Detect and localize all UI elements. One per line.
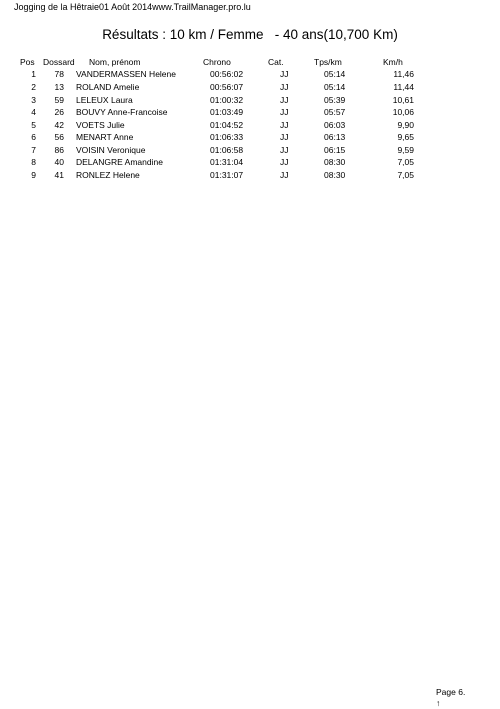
cell-dossard: 41 xyxy=(54,169,64,180)
cell-pos: 6 xyxy=(31,132,36,142)
cell-cat: JJ xyxy=(280,132,289,142)
cell-dossard: 26 xyxy=(54,107,64,117)
cell-nom: DELANGRE Amandine xyxy=(76,157,163,167)
col-header-cat: Cat. xyxy=(268,57,284,67)
cell-cat: JJ xyxy=(280,157,289,167)
title-sub: - 40 ans(10,700 Km) xyxy=(274,27,398,42)
table-row xyxy=(0,156,500,168)
cell-tps: 08:30 xyxy=(324,157,346,167)
cell-tps: 05:39 xyxy=(324,94,346,105)
cell-kmh: 9,59 xyxy=(397,144,414,155)
cell-dossard: 56 xyxy=(54,132,64,142)
cell-nom: VANDERMASSEN Helene xyxy=(76,69,176,79)
cell-chrono: 01:06:58 xyxy=(210,144,244,155)
table-row xyxy=(0,131,500,143)
cell-chrono: 00:56:07 xyxy=(210,82,244,92)
page-title xyxy=(0,27,500,42)
col-header-pos: Pos xyxy=(20,57,35,67)
cell-chrono: 00:56:02 xyxy=(210,69,244,79)
cell-nom: LELEUX Laura xyxy=(76,94,133,105)
table-header xyxy=(0,56,500,68)
cell-nom: RONLEZ Helene xyxy=(76,169,140,180)
cell-cat: JJ xyxy=(280,94,289,105)
cell-kmh: 11,46 xyxy=(393,69,414,79)
table-row xyxy=(0,94,500,106)
cell-kmh: 10,06 xyxy=(392,107,414,117)
cell-tps: 05:14 xyxy=(324,82,346,92)
table-row xyxy=(0,169,500,181)
cell-chrono: 01:31:04 xyxy=(210,157,244,167)
up-arrow-icon: ↑ xyxy=(436,698,441,708)
cell-pos: 8 xyxy=(31,157,36,167)
cell-nom: VOETS Julie xyxy=(76,119,125,130)
col-header-tps: Tps/km xyxy=(314,57,342,67)
cell-kmh: 7,05 xyxy=(397,169,414,180)
cell-kmh: 9,65 xyxy=(397,132,414,142)
cell-cat: JJ xyxy=(280,119,289,130)
cell-dossard: 13 xyxy=(54,82,64,92)
cell-chrono: 01:04:52 xyxy=(210,119,244,130)
cell-pos: 1 xyxy=(31,69,36,79)
cell-tps: 05:14 xyxy=(324,69,346,79)
cell-cat: JJ xyxy=(280,169,289,180)
cell-nom: BOUVY Anne-Francoise xyxy=(76,107,168,117)
title-spacer xyxy=(263,27,274,42)
page-number: Page 6. xyxy=(436,687,466,697)
cell-dossard: 59 xyxy=(54,94,64,105)
cell-tps: 06:15 xyxy=(324,144,346,155)
cell-pos: 3 xyxy=(31,94,36,105)
table-row xyxy=(0,144,500,156)
cell-chrono: 01:06:33 xyxy=(210,132,244,142)
title-main: Résultats : 10 km / Femme xyxy=(102,27,264,42)
cell-cat: JJ xyxy=(280,69,289,79)
cell-dossard: 40 xyxy=(54,157,64,167)
cell-cat: JJ xyxy=(280,144,289,155)
cell-pos: 2 xyxy=(31,82,36,92)
cell-dossard: 78 xyxy=(54,69,64,79)
cell-chrono: 01:03:49 xyxy=(210,107,244,117)
cell-dossard: 42 xyxy=(54,119,64,130)
cell-tps: 05:57 xyxy=(324,107,346,117)
cell-cat: JJ xyxy=(280,82,289,92)
cell-pos: 9 xyxy=(31,169,36,180)
cell-nom: VOISIN Veronique xyxy=(76,144,146,155)
cell-kmh: 9,90 xyxy=(397,119,414,130)
table-row xyxy=(0,106,500,118)
cell-pos: 5 xyxy=(31,119,36,130)
col-header-chrono: Chrono xyxy=(203,57,231,67)
cell-kmh: 11,44 xyxy=(393,82,414,92)
cell-cat: JJ xyxy=(280,107,289,117)
col-header-nom: Nom, prénom xyxy=(89,57,141,67)
cell-tps: 06:13 xyxy=(324,132,346,142)
cell-nom: MENART Anne xyxy=(76,132,134,142)
cell-chrono: 01:31:07 xyxy=(210,169,244,180)
document-header: Jogging de la Hêtraie01 Août 2014www.TrailManager.pro.lu xyxy=(14,2,251,12)
cell-kmh: 7,05 xyxy=(397,157,414,167)
col-header-kmh: Km/h xyxy=(383,57,403,67)
table-row xyxy=(0,119,500,131)
table-row xyxy=(0,81,500,93)
col-header-dossard: Dossard xyxy=(43,57,75,67)
cell-kmh: 10,61 xyxy=(392,94,414,105)
cell-pos: 7 xyxy=(31,144,36,155)
cell-nom: ROLAND Amelie xyxy=(76,82,140,92)
cell-tps: 08:30 xyxy=(324,169,346,180)
cell-tps: 06:03 xyxy=(324,119,346,130)
table-row xyxy=(0,68,500,80)
cell-pos: 4 xyxy=(31,107,36,117)
cell-dossard: 86 xyxy=(54,144,64,155)
page-footer xyxy=(436,687,465,709)
cell-chrono: 01:00:32 xyxy=(210,94,244,105)
